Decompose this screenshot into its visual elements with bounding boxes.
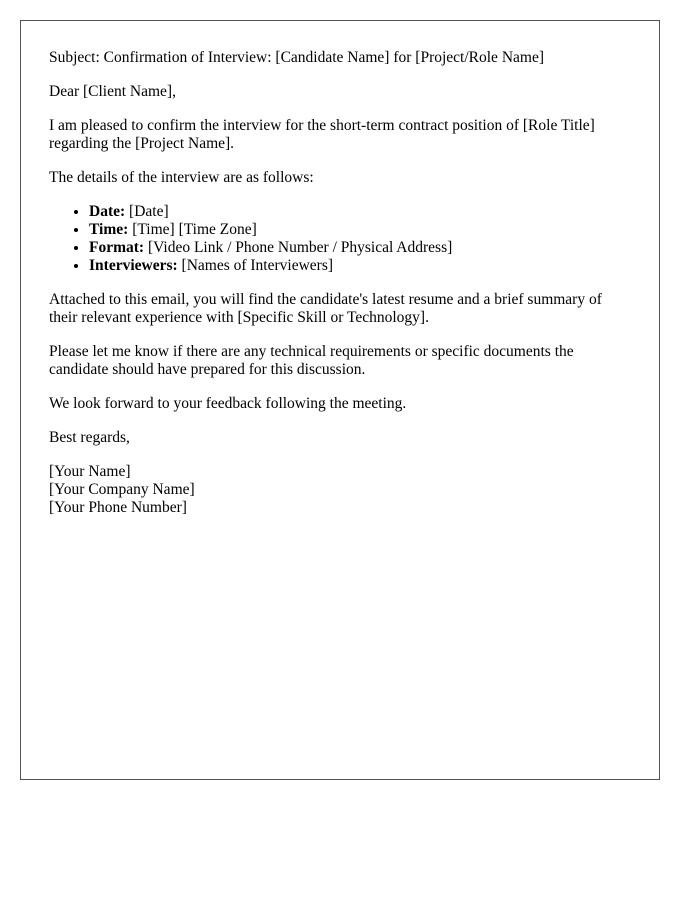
detail-item-interviewers [89,257,631,275]
detail-label: Interviewers: [89,257,178,274]
details-intro: The details of the interview are as follows: [49,169,314,186]
detail-value: [Names of Interviewers] [177,257,334,274]
intro-paragraph: I am pleased to confirm the interview for the short-term contract position of [Role Title] regarding the [Project Name]. [49,117,595,152]
detail-item-format [89,239,631,257]
detail-item-time [89,221,631,239]
signature-phone: [Your Phone Number] [49,499,187,516]
detail-label: Date: [89,203,126,220]
letter-document [20,20,660,780]
requirements-paragraph: Please let me know if there are any technical requirements or specific documents the candidate should have prepared for this discussion. [49,343,574,378]
closing-paragraph: We look forward to your feedback following the meeting. [49,395,407,412]
subject-line: Subject: Confirmation of Interview: [Candidate Name] for [Project/Role Name] [49,49,544,66]
detail-value: [Video Link / Phone Number / Physical Address] [144,239,453,256]
detail-label: Format: [89,239,145,256]
signature-name: [Your Name] [49,463,131,480]
detail-value: [Date] [125,203,169,220]
interview-details-list [49,203,631,275]
detail-label: Time: [89,221,129,238]
sign-off: Best regards, [49,429,130,446]
greeting: Dear [Client Name], [49,83,176,100]
detail-value: [Time] [Time Zone] [128,221,257,238]
detail-item-date [89,203,631,221]
signature-company: [Your Company Name] [49,481,195,498]
signature-block [49,463,631,517]
attachment-paragraph: Attached to this email, you will find the candidate's latest resume and a brief summary of their relevant experience with [Specific Skill or Technology]. [49,291,602,326]
